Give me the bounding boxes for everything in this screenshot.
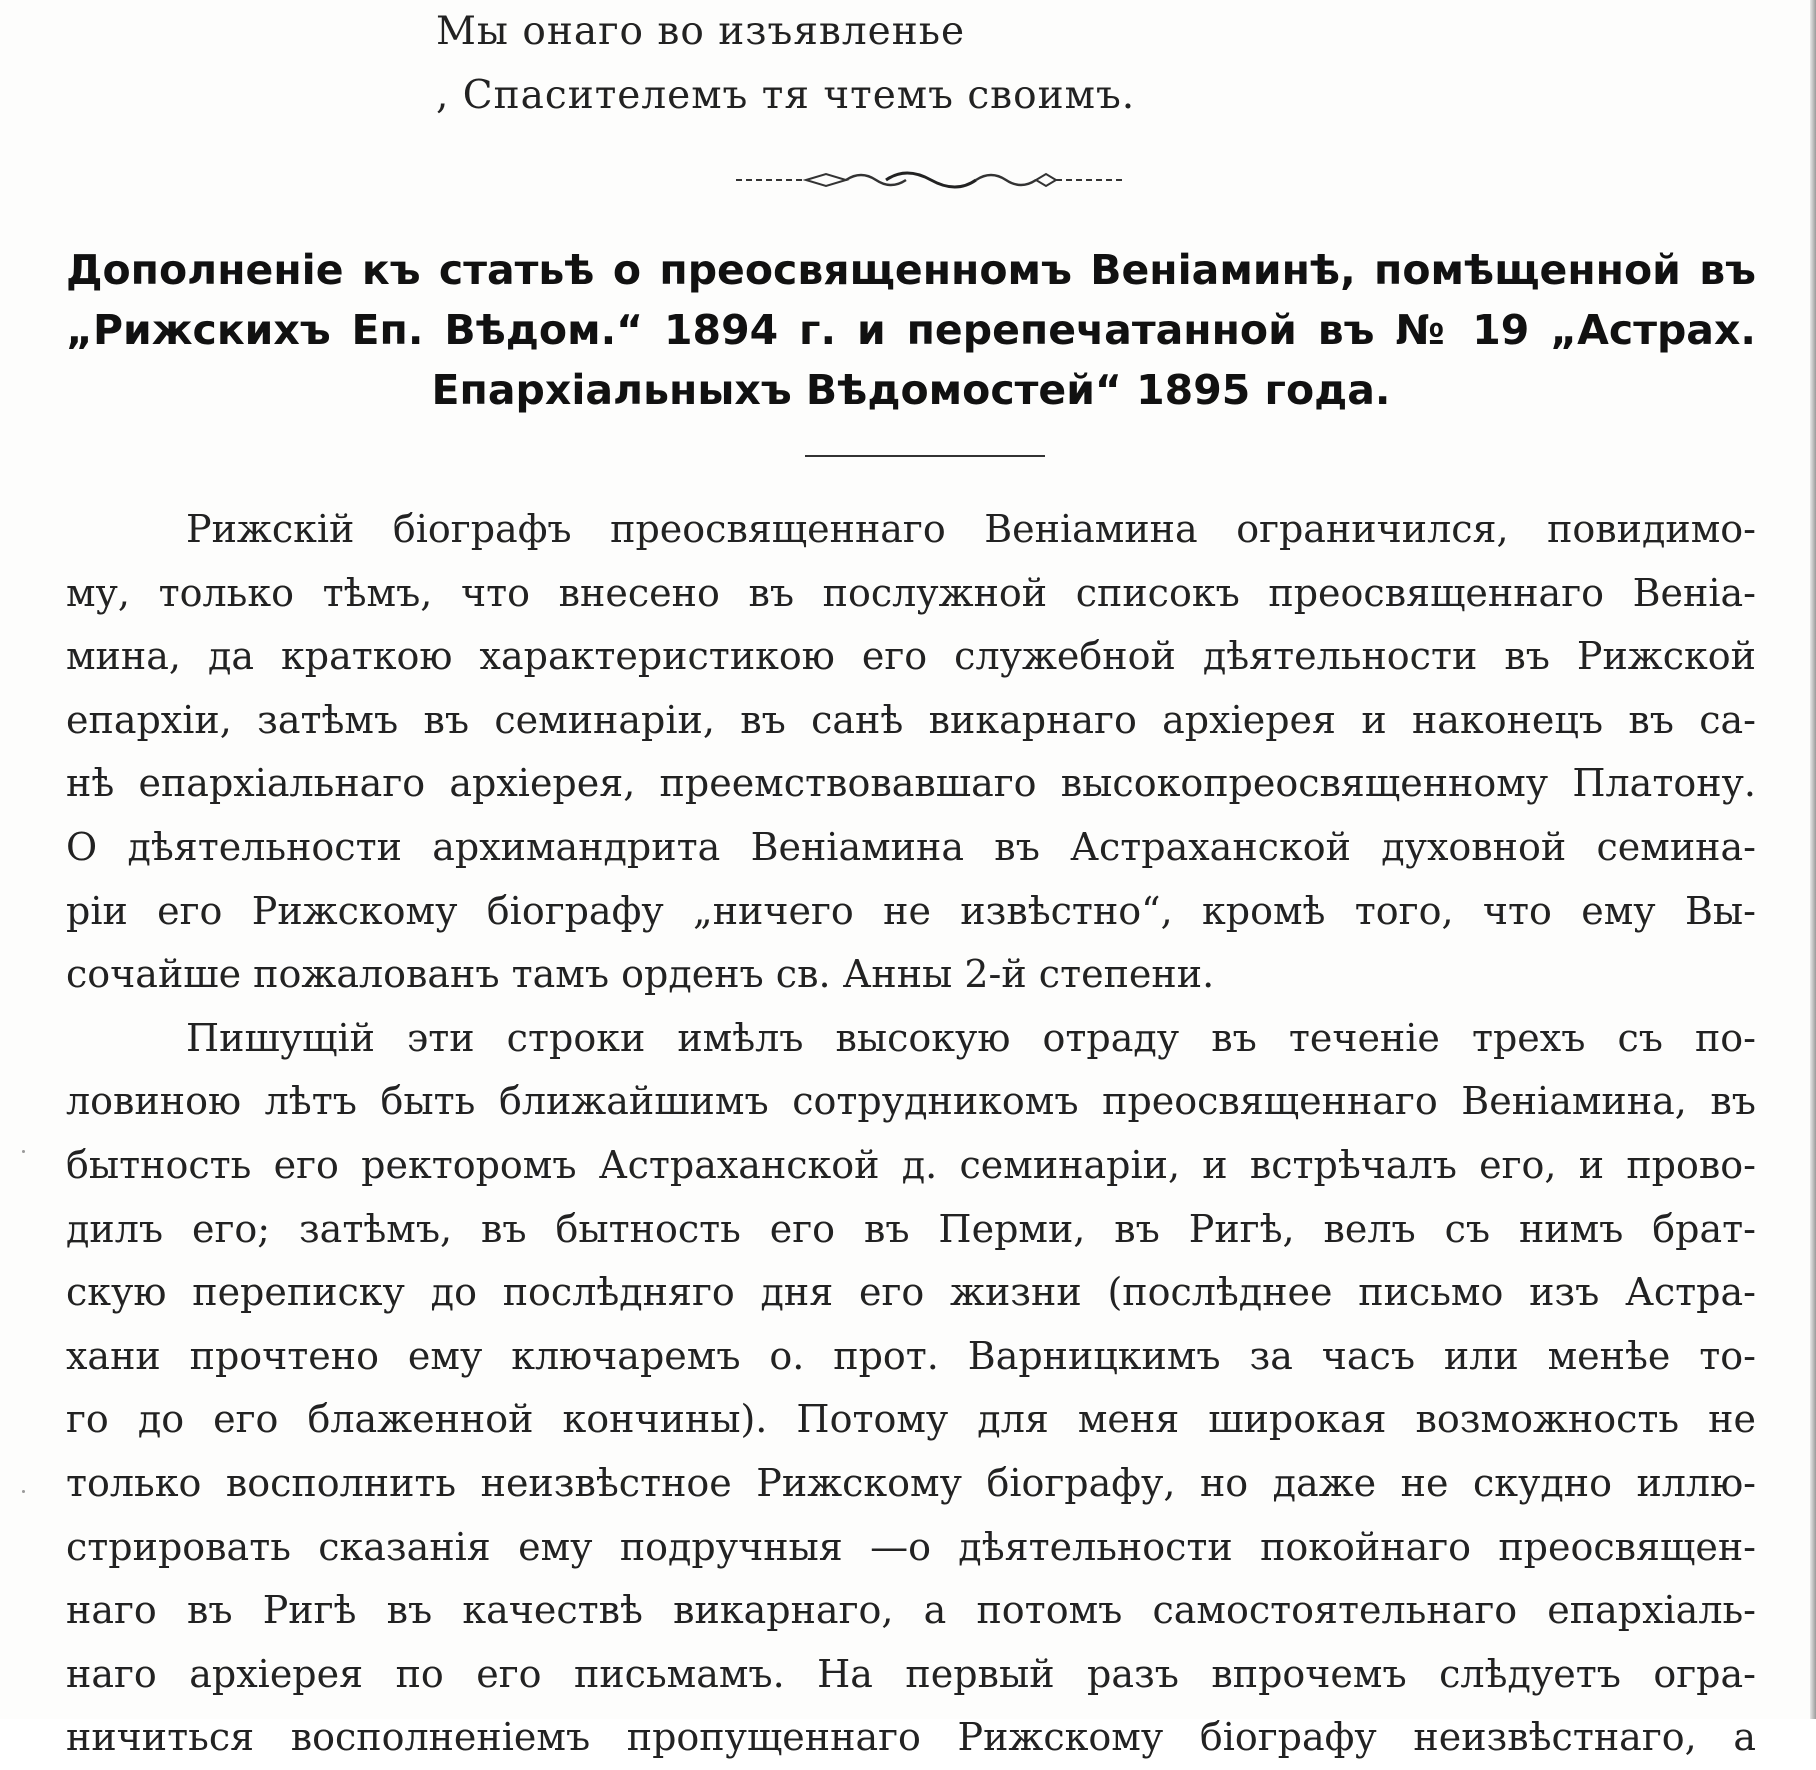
article-title (66, 240, 1756, 420)
poem-line-1: Мы онаго во изъявленье (436, 9, 966, 54)
title-separator-rule (805, 455, 1045, 457)
paragraph-1-line-1: Рижскій біографъ преосвященнаго Веніамина ограничился, повидимо- (186, 507, 1756, 551)
paragraph-2-line-6: хани прочтено ему ключаремъ о. прот. Варницкимъ за часъ или менѣе то- (66, 1333, 1756, 1378)
paragraph-1-line-6: О дѣятельности архимандрита Веніамина въ Астраханской духовной семина- (66, 824, 1756, 869)
paragraph-2-line-10: наго въ Ригѣ въ качествѣ викарнаго, а потомъ самостоятельнаго епархіаль- (66, 1588, 1756, 1633)
paragraph-2-line-2: ловиною лѣтъ быть ближайшимъ сотрудникомъ преосвященнаго Веніамина, въ (66, 1079, 1756, 1124)
paragraph-1-line-3: мина, да краткою характеристикою его служебной дѣятельности въ Рижской (66, 634, 1756, 679)
decorative-divider-icon (736, 168, 1126, 192)
paragraph-1-line-4: епархіи, затѣмъ въ семинаріи, въ санѣ викарнаго архіерея и наконецъ въ са- (66, 697, 1756, 742)
paragraph-1-line-8: сочайше пожалованъ тамъ орденъ св. Анны 2-й степени. (66, 952, 1215, 997)
scan-speck (22, 1150, 25, 1153)
paragraph-2-line-5: скую переписку до послѣдняго дня его жизни (послѣднее письмо изъ Астра- (66, 1270, 1756, 1315)
paragraph-2-line-7: го до его блаженной кончины). Потому для меня широкая возможность не (66, 1397, 1756, 1442)
paragraph-1-line-2: му, только тѣмъ, что внесено въ послужной списокъ преосвященнаго Веніа- (66, 570, 1756, 615)
paragraph-2-line-4: дилъ его; затѣмъ, въ бытность его въ Перми, въ Ригѣ, велъ съ нимъ брат- (66, 1206, 1756, 1251)
paragraph-2-line-8: только восполнить неизвѣстное Рижскому біографу, но даже не скудно иллю- (66, 1460, 1756, 1505)
article-body (66, 498, 1756, 1760)
poem-line-2: , Спасителемъ тя чтемъ своимъ. (436, 73, 1136, 118)
paragraph-1-line-5: нѣ епархіальнаго архіерея, преемствовавшаго высокопреосвященному Платону. (66, 761, 1756, 806)
paragraph-2-line-9: стрировать сказанія ему подручныя —о дѣятельности покойнаго преосвящен- (66, 1524, 1756, 1569)
paragraph-2-line-12: ничиться восполненіемъ пропущеннаго Рижскому біографу неизвѣстнаго, а (66, 1715, 1756, 1760)
page-edge-shadow (1810, 0, 1816, 1719)
title-line-1: Дополненіе къ статьѣ о преосвященномъ Веніаминѣ, помѣщенной въ (66, 246, 1756, 294)
paragraph-2-line-3: бытность его ректоромъ Астраханской д. семинаріи, и встрѣчалъ его, и прово- (66, 1142, 1756, 1187)
title-line-2: „Рижскихъ Еп. Вѣдом.“ 1894 г. и перепечатанной въ № 19 „Астрах. (66, 306, 1756, 354)
title-line-3: Епархіальныхъ Вѣдомостей“ 1895 года. (431, 366, 1391, 414)
scan-speck (22, 1490, 25, 1493)
poem-fragment (436, 0, 1135, 128)
paragraph-1-line-7: ріи его Рижскому біографу „ничего не извѣстно“, кромѣ того, что ему Вы- (66, 888, 1756, 933)
paragraph-2-line-11: наго архіерея по его письмамъ. На первый разъ впрочемъ слѣдуетъ огра- (66, 1651, 1756, 1696)
paragraph-2-line-1: Пишущій эти строки имѣлъ высокую отраду въ теченіе трехъ съ по- (186, 1015, 1756, 1060)
